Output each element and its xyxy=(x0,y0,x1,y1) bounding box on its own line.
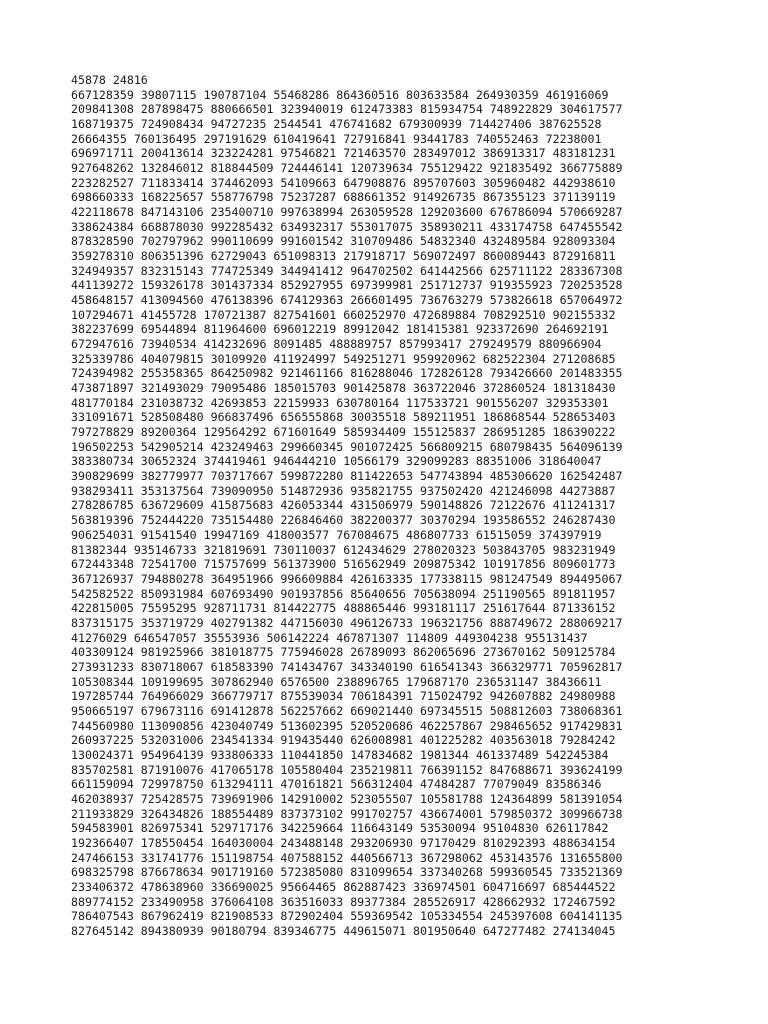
number-line: 324949357 832315143 774725349 344941412 964702502 641442566 625711122 283367308 xyxy=(71,263,623,278)
number-line: 107294671 41455728 170721387 827541601 660252970 472689884 708292510 902155332 xyxy=(71,307,616,322)
number-line: 667128359 39807115 190787104 55468286 864360516 803633584 264930359 461916069 xyxy=(71,87,609,102)
number-line: 927648262 132846012 818844509 724446141 120739634 755129422 921835492 366775889 xyxy=(71,161,623,176)
number-line: 878328590 702797962 990110699 991601542 310709486 54832340 432489584 928093304 xyxy=(71,234,616,249)
number-line: 192366407 178550454 164030004 243488148 293206930 97170429 810292393 488634154 xyxy=(71,835,616,850)
number-line: 594583901 826975341 529717176 342259664 116643149 53530094 95104830 626117842 xyxy=(71,821,609,836)
number-line: 661159094 729978750 613294111 470161821 566312404 47484287 77079049 83586346 xyxy=(71,777,602,792)
number-line: 45878 24816 xyxy=(71,73,148,87)
number-line: 390829699 382779977 703717667 599872280 811422653 547743894 485306620 162542487 xyxy=(71,469,623,484)
number-line: 197285744 764966029 366779717 875539034 706184391 715024792 942607882 24980988 xyxy=(71,689,616,704)
number-line: 359278310 806351396 62729043 651098313 217918717 569072497 860089443 872916811 xyxy=(71,249,616,264)
number-listing xyxy=(71,73,622,939)
number-line: 383380734 30652324 374419461 946444210 10566179 329099283 88351006 318640047 xyxy=(71,454,602,469)
number-line: 889774152 233490958 376064108 363516033 89377384 285526917 428662932 172467592 xyxy=(71,894,616,909)
number-line: 462038937 725428575 739691906 142910002 523055507 105581788 124364899 581391054 xyxy=(71,791,623,806)
number-line: 938293411 353137564 739090950 514872936 935821755 937502420 421246098 44273887 xyxy=(71,483,616,498)
number-line: 827645142 894380939 90180794 839346775 449615071 801950640 647277482 274134045 xyxy=(71,923,616,938)
number-line: 382237699 69544894 811964600 696012219 89912042 181415381 923372690 264692191 xyxy=(71,322,609,337)
number-line: 273931233 830718067 618583390 741434767 343340190 616541343 366329771 705962817 xyxy=(71,659,623,674)
number-line: 422118678 847143106 235400710 997638994 263059528 129203600 676786094 570669287 xyxy=(71,205,623,220)
number-line: 473871897 321493029 79095486 185015703 901425878 363722046 372860524 181318430 xyxy=(71,381,616,396)
number-line: 81382344 935146733 321819691 730110037 612434629 278020323 503843705 983231949 xyxy=(71,542,616,557)
number-line: 233406372 478638960 336690025 95664465 862887423 336974501 604716697 685444522 xyxy=(71,879,616,894)
number-line: 26664355 760136495 297191629 610419641 727916841 93441783 740552463 72238001 xyxy=(71,131,602,146)
number-line: 403309124 981925966 381018775 775946028 26789093 862065696 273670162 509125784 xyxy=(71,645,616,660)
number-line: 563819396 752444220 735154480 226846460 382200377 30370294 193586552 246287430 xyxy=(71,513,616,528)
number-line: 196502253 542905214 423249463 299660345 901072425 566809215 680798435 564096139 xyxy=(71,439,623,454)
number-line: 724394982 255358365 864250982 921461166 816288046 172826128 793426660 201483355 xyxy=(71,366,623,381)
number-line: 906254031 91541540 19947169 418003577 767084675 486807733 61515059 374397919 xyxy=(71,527,602,542)
number-line: 672443348 72541700 715757699 561373900 516562949 209875342 101917856 809601773 xyxy=(71,557,616,572)
number-line: 672947616 73940534 414232696 8091485 488889757 857993417 279249579 880966904 xyxy=(71,337,602,352)
number-line: 130024371 954964139 933806333 110441850 147834682 1981344 461337489 542245384 xyxy=(71,747,609,762)
number-line: 338624384 668878030 992285432 634932317 553017075 358930211 433174758 647455542 xyxy=(71,219,623,234)
number-line: 458648157 413094560 476138396 674129363 266601495 736763279 573826618 657064972 xyxy=(71,293,623,308)
number-line: 835702581 871910076 417065178 105580404 235219811 766391152 847688671 393624199 xyxy=(71,762,623,777)
number-line: 260937225 532031006 234541334 919435440 626008981 401225282 403563018 79284242 xyxy=(71,733,616,748)
number-line: 168719375 724908434 94727235 2544541 476741682 679300939 714427406 387625528 xyxy=(71,117,602,132)
number-line: 837315175 353719729 402791382 447156030 496126733 196321756 888749672 288069217 xyxy=(71,615,623,630)
number-line: 278286785 636729609 415875683 426053344 431506979 590148826 72122676 411241317 xyxy=(71,498,616,513)
number-line: 698325798 876678634 901719160 572385080 831099654 337340268 599360545 733521369 xyxy=(71,865,623,880)
number-line: 744560980 113090856 423040749 513602395 520520686 462257867 298465652 917429831 xyxy=(71,718,623,733)
number-line: 223282527 711833414 374462093 54109663 647908876 895707603 305960482 442938610 xyxy=(71,175,616,190)
number-line: 950665197 679673116 691412878 562257662 669021440 697345515 508812603 738068361 xyxy=(71,703,623,718)
number-line: 797278829 89200364 129564292 671601649 585934409 155125837 286951285 186390222 xyxy=(71,425,616,440)
number-line: 211933829 326434826 188554489 837373102 991702757 436674001 579850372 309966738 xyxy=(71,806,623,821)
number-line: 481770184 231038732 42693853 22159933 630780164 117533721 901556207 329353301 xyxy=(71,395,609,410)
number-line: 247466153 331741776 151198754 407588152 440566713 367298062 453143576 131655800 xyxy=(71,850,623,865)
number-line: 542582522 850931984 607693490 901937856 85640656 705638094 251190565 891811957 xyxy=(71,586,616,601)
number-line: 441139272 159326178 301437334 852927955 697399981 251712737 919355923 720253528 xyxy=(71,278,623,293)
number-line: 367126937 794880278 364951966 996609884 426163335 177338115 981247549 894495067 xyxy=(71,571,623,586)
number-line: 105308344 109199695 307862940 6576500 238896765 179687170 236531147 38436611 xyxy=(71,674,602,689)
number-line: 698660333 168225657 558776798 75237287 688661352 914926735 867355123 371139119 xyxy=(71,190,616,205)
number-line: 696971711 200413614 323224281 97546821 721463570 283497012 386913317 483181231 xyxy=(71,146,616,161)
number-line: 209841308 287898475 880666501 323940019 612473383 815934754 748922829 304617577 xyxy=(71,102,623,117)
number-line: 41276029 646547057 35553936 506142224 467871307 114809 449304238 955131437 xyxy=(71,630,588,645)
number-line: 422815005 75595295 928711731 814422775 488865446 993181117 251617644 871336152 xyxy=(71,601,616,616)
number-line: 786407543 867962419 821908533 872902404 559369542 105334554 245397608 604141135 xyxy=(71,909,623,924)
number-line: 325339786 404079815 30109920 411924997 549251271 959920962 682522304 271208685 xyxy=(71,351,616,366)
number-line: 331091671 528508480 966837496 656555868 30035518 589211951 186868544 528653403 xyxy=(71,410,616,425)
